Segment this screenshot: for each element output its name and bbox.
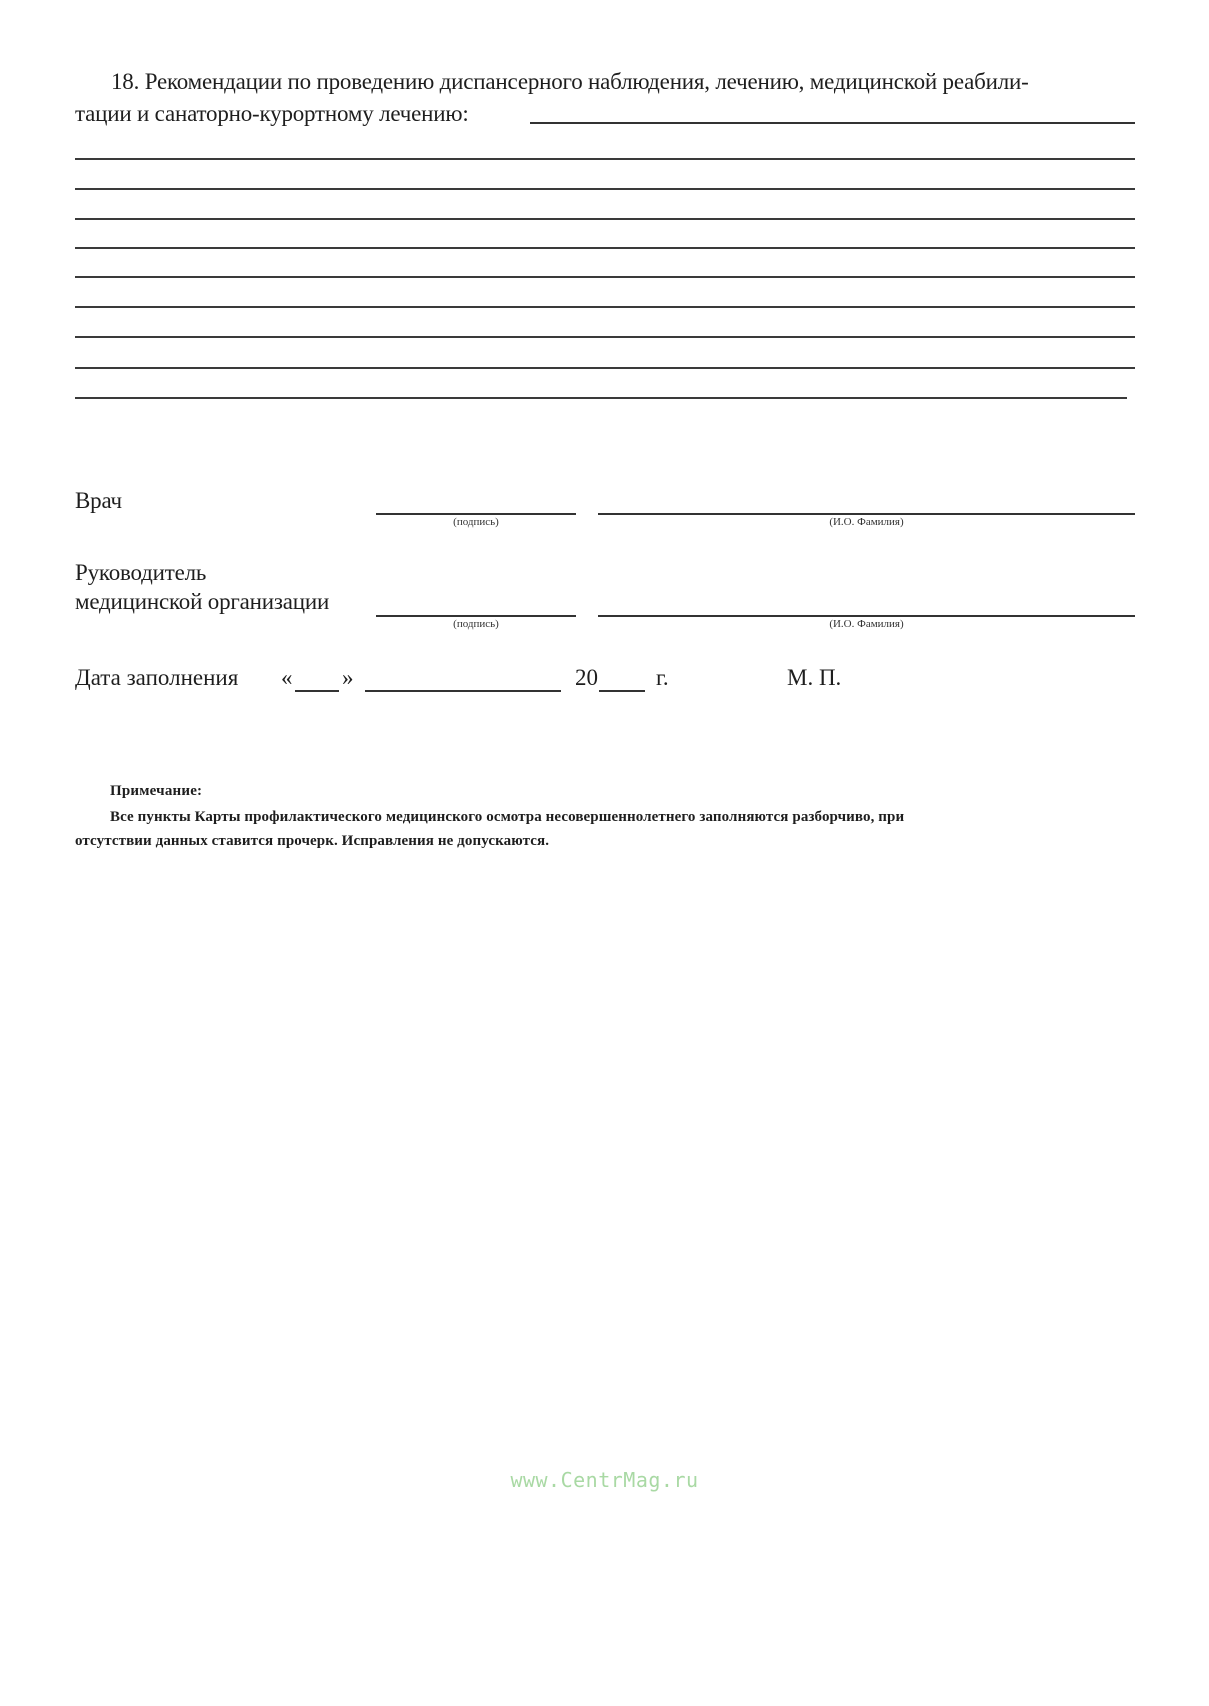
date-day-line[interactable] (295, 690, 339, 692)
section-18-fill-line[interactable] (530, 122, 1135, 124)
date-year-line[interactable] (599, 690, 645, 692)
head-name-line[interactable] (598, 615, 1135, 617)
note-title: Примечание: (110, 783, 203, 799)
blank-line-3[interactable] (75, 218, 1135, 220)
watermark: www.CentrMag.ru (510, 1468, 699, 1492)
head-label-line-1: Руководитель (75, 560, 207, 585)
head-label-line-2: медицинской организации (75, 589, 330, 614)
doctor-label: Врач (75, 488, 122, 513)
blank-line-2[interactable] (75, 188, 1135, 190)
date-open-quote: « (281, 665, 293, 690)
blank-line-7[interactable] (75, 336, 1135, 338)
blank-line-4[interactable] (75, 247, 1135, 249)
doctor-name-line[interactable] (598, 513, 1135, 515)
section-18-line-2 (75, 98, 1135, 130)
doctor-name-caption: (И.О. Фамилия) (829, 516, 904, 528)
date-year-suffix: г. (656, 665, 669, 690)
blank-line-5[interactable] (75, 276, 1135, 278)
head-signature-line[interactable] (376, 615, 576, 617)
section-18-line-2-text: тации и санаторно-курортному лечению: (75, 101, 469, 126)
note-text-line-2: отсутствии данных ставится прочерк. Исправления не допускаются. (75, 833, 550, 849)
blank-line-6[interactable] (75, 306, 1135, 308)
doctor-signature-line[interactable] (376, 513, 576, 515)
stamp-label: М. П. (787, 665, 842, 690)
blank-line-1[interactable] (75, 158, 1135, 160)
head-name-caption: (И.О. Фамилия) (829, 618, 904, 630)
date-row (75, 663, 975, 697)
date-month-line[interactable] (365, 690, 561, 692)
section-18-heading (75, 66, 1135, 130)
head-signature-caption: (подпись) (453, 618, 499, 630)
blank-line-8[interactable] (75, 367, 1135, 369)
blank-line-9[interactable] (75, 397, 1127, 399)
date-year-prefix: 20 (575, 665, 598, 690)
section-18-line-1: 18. Рекомендации по проведению диспансерного наблюдения, лечению, медицинской реабили- (111, 69, 1029, 94)
note-text-line-1: Все пункты Карты профилактического медицинского осмотра несовершеннолетнего заполняются разборчиво, при (110, 809, 905, 825)
date-label: Дата заполнения (75, 665, 239, 690)
note-text (75, 805, 1135, 853)
doctor-signature-caption: (подпись) (453, 516, 499, 528)
date-close-quote: » (342, 665, 354, 690)
